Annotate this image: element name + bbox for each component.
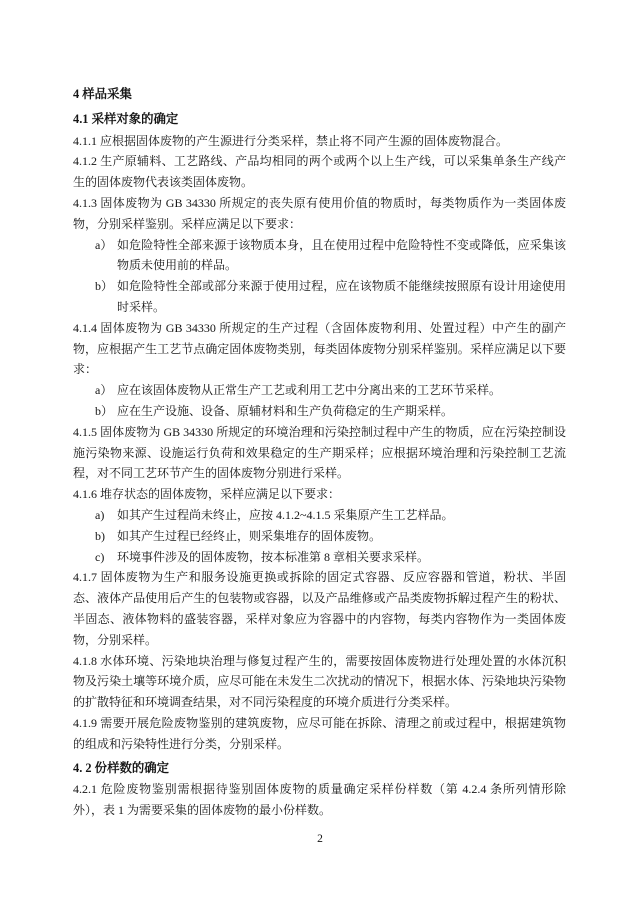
list-marker: a） xyxy=(95,237,113,252)
clause-4-1-4: 4.1.4 固体废物为 GB 34330 所规定的生产过程（含固体废物利用、处置过程）中产生的副产物，应根据产生工艺节点确定固体废物类别，每类固体废物分别采样鉴别。采样应满足以下要求： xyxy=(73,320,566,377)
clause-4-2-1: 4.2.1 危险废物鉴别需根据待鉴别固体废物的质量确定采样份样数（第 4.2.4 条所列情形除外），表 1 为需要采集的固体废物的最小份样数。 xyxy=(73,782,566,818)
list-item-text: 环境事件涉及的固体废物，按本标准第 8 章相关要求采样。 xyxy=(117,549,430,564)
list-marker: b） xyxy=(95,279,114,294)
document-body xyxy=(73,84,566,821)
clause-4-1-3: 4.1.3 固体废物为 GB 34330 所规定的丧失原有使用价值的物质时，每类物质作为一类固体废物，分别采样鉴别。采样应满足以下要求： xyxy=(73,195,566,231)
list-item-text: 如危险特性全部来源于该物质本身，且在使用过程中危险特性不变或降低，应采集该物质未使用前的样品。 xyxy=(117,237,566,273)
list-item-4-1-6-c xyxy=(73,547,566,568)
list-marker: b） xyxy=(95,403,114,418)
section-heading-4-1: 4.1 采样对象的确定 xyxy=(73,111,179,126)
list-item-4-1-6-a xyxy=(73,505,566,526)
list-marker: c) xyxy=(95,549,105,564)
list-item-text: 如其产生过程已经终止，则采集堆存的固体废物。 xyxy=(117,528,382,543)
clause-4-1-9: 4.1.9 需要开展危险废物鉴别的建筑废物，应尽可能在拆除、清理之前或过程中，根据建筑物的组成和污染特性进行分类，分别采样。 xyxy=(73,715,566,751)
clause-4-1-2: 4.1.2 生产原辅料、工艺路线、产品均相同的两个或两个以上生产线，可以采集单条生产线产生的固体废物代表该类固体废物。 xyxy=(73,154,566,190)
clause-4-1-8: 4.1.8 水体环境、污染地块治理与修复过程产生的，需要按固体废物进行处理处置的水体沉积物及污染土壤等环境介质，应尽可能在未发生二次扰动的情况下，根据水体、污染地块污染物的扩散特征和环境调查结果，对不同污染程度的环境介质进行分类采样。 xyxy=(73,653,566,710)
list-marker: a） xyxy=(95,383,113,398)
list-item-4-1-4-a xyxy=(73,380,566,401)
list-item-4-1-4-b xyxy=(73,401,566,422)
list-item-4-1-6-b xyxy=(73,526,566,547)
list-item-4-1-3-b xyxy=(73,276,566,318)
list-item-text: 如危险特性全部或部分来源于使用过程，应在该物质不能继续按照原有设计用途使用时采样。 xyxy=(117,279,566,314)
clause-4-1-5: 4.1.5 固体废物为 GB 34330 所规定的环境治理和污染控制过程中产生的物质，应在污染控制设施污染物来源、设施运行负荷和效果稳定的生产期采样；应根据环境治理和污染控制工艺流程，对不同工艺环节产生的固体废物分别进行采样。 xyxy=(73,424,566,481)
clause-4-1-1: 4.1.1 应根据固体废物的产生源进行分类采样，禁止将不同产生源的固体废物混合。 xyxy=(73,133,509,148)
list-item-text: 应在该固体废物从正常生产工艺或利用工艺中分离出来的工艺环节采样。 xyxy=(117,383,502,398)
section-heading-4-2: 4. 2 份样数的确定 xyxy=(73,760,170,775)
clause-4-1-6: 4.1.6 堆存状态的固体废物，采样应满足以下要求： xyxy=(73,487,341,502)
list-item-4-1-3-a xyxy=(73,235,566,277)
list-item-text: 如其产生过程尚未终止，应按 4.1.2~4.1.5 采集原产生工艺样品。 xyxy=(117,507,454,522)
list-marker: b) xyxy=(95,528,105,543)
page-number: 2 xyxy=(317,833,323,845)
list-marker: a) xyxy=(95,507,105,522)
clause-4-1-7: 4.1.7 固体废物为生产和服务设施更换或拆除的固定式容器、反应容器和管道，粉状、半固态、液体产品使用后产生的包装物或容器，以及产品维修或产品类废物拆解过程产生的粉状、半固态、液体物料的盛装容器，采样对象应为容器中的内容物，每类内容物作为一类固体废物，分别采样。 xyxy=(73,570,566,647)
section-heading-4: 4 样品采集 xyxy=(73,87,132,101)
list-item-text: 应在生产设施、设备、原辅材料和生产负荷稳定的生产期采样。 xyxy=(117,403,454,418)
